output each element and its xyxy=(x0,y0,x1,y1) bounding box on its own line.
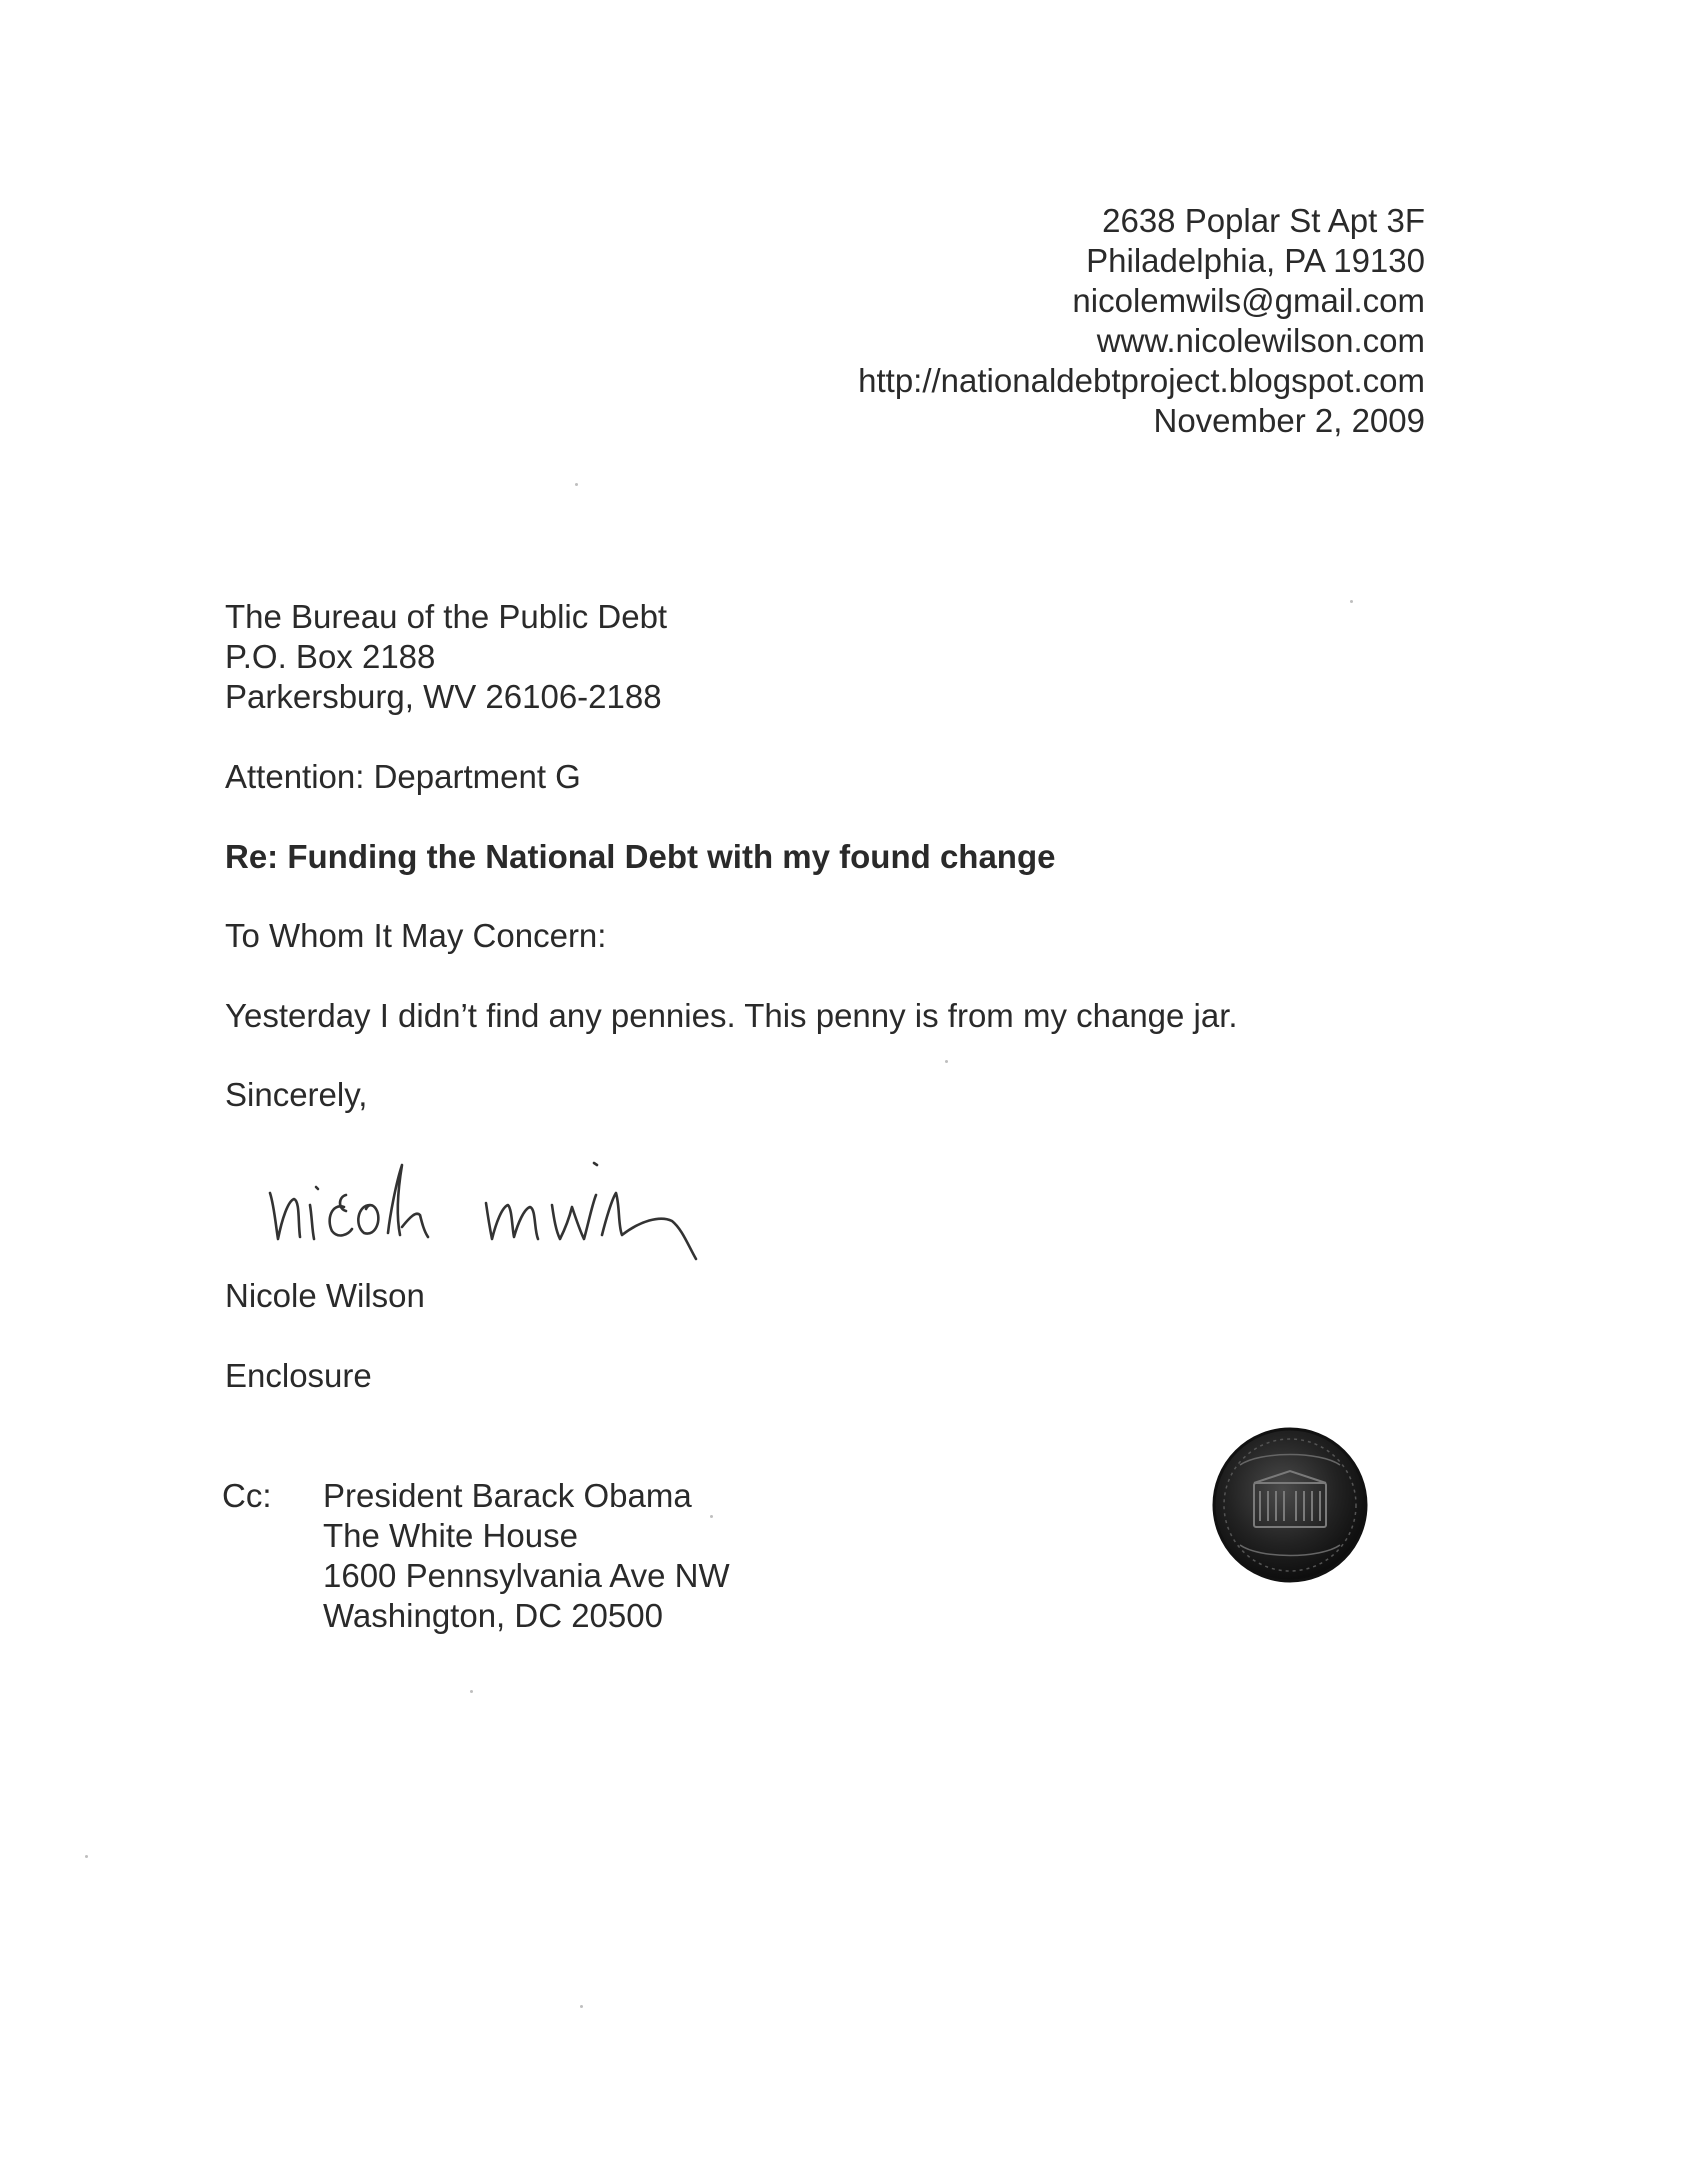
cc-city-state-zip: Washington, DC 20500 xyxy=(323,1597,663,1634)
closing: Sincerely, xyxy=(225,1076,368,1113)
signer-name: Nicole Wilson xyxy=(225,1277,425,1314)
enclosure-note: Enclosure xyxy=(225,1357,372,1394)
sender-city-state-zip: Philadelphia, PA 19130 xyxy=(1086,242,1425,279)
penny-coin-image xyxy=(1210,1425,1370,1585)
paper-speck xyxy=(1350,600,1353,603)
paper-speck xyxy=(470,1690,473,1693)
salutation: To Whom It May Concern: xyxy=(225,917,607,954)
cc-name: President Barack Obama xyxy=(323,1477,692,1514)
subject-line: Re: Funding the National Debt with my found change xyxy=(225,838,1056,875)
recipient-address-block xyxy=(225,597,667,717)
recipient-city-state-zip: Parkersburg, WV 26106-2188 xyxy=(225,678,662,715)
cc-address xyxy=(323,1476,730,1636)
sender-street: 2638 Poplar St Apt 3F xyxy=(1102,202,1425,239)
paper-speck xyxy=(580,2005,583,2008)
handwritten-signature xyxy=(250,1135,810,1270)
sender-blog: http://nationaldebtproject.blogspot.com xyxy=(858,362,1425,399)
attention-line: Attention: Department G xyxy=(225,758,581,795)
sender-email: nicolemwils@gmail.com xyxy=(1072,282,1425,319)
cc-org: The White House xyxy=(323,1517,578,1554)
paper-speck xyxy=(575,483,578,486)
paper-speck xyxy=(945,1060,948,1063)
cc-label: Cc: xyxy=(222,1477,272,1514)
paper-speck xyxy=(85,1855,88,1858)
cc-street: 1600 Pennsylvania Ave NW xyxy=(323,1557,730,1594)
recipient-name: The Bureau of the Public Debt xyxy=(225,598,668,635)
letter-date: November 2, 2009 xyxy=(1153,402,1425,439)
sender-website: www.nicolewilson.com xyxy=(1096,322,1425,359)
letter-body: Yesterday I didn’t find any pennies. This penny is from my change jar. xyxy=(225,997,1238,1034)
paper-speck xyxy=(710,1515,713,1518)
sender-address-block xyxy=(858,201,1425,441)
recipient-po-box: P.O. Box 2188 xyxy=(225,638,436,675)
